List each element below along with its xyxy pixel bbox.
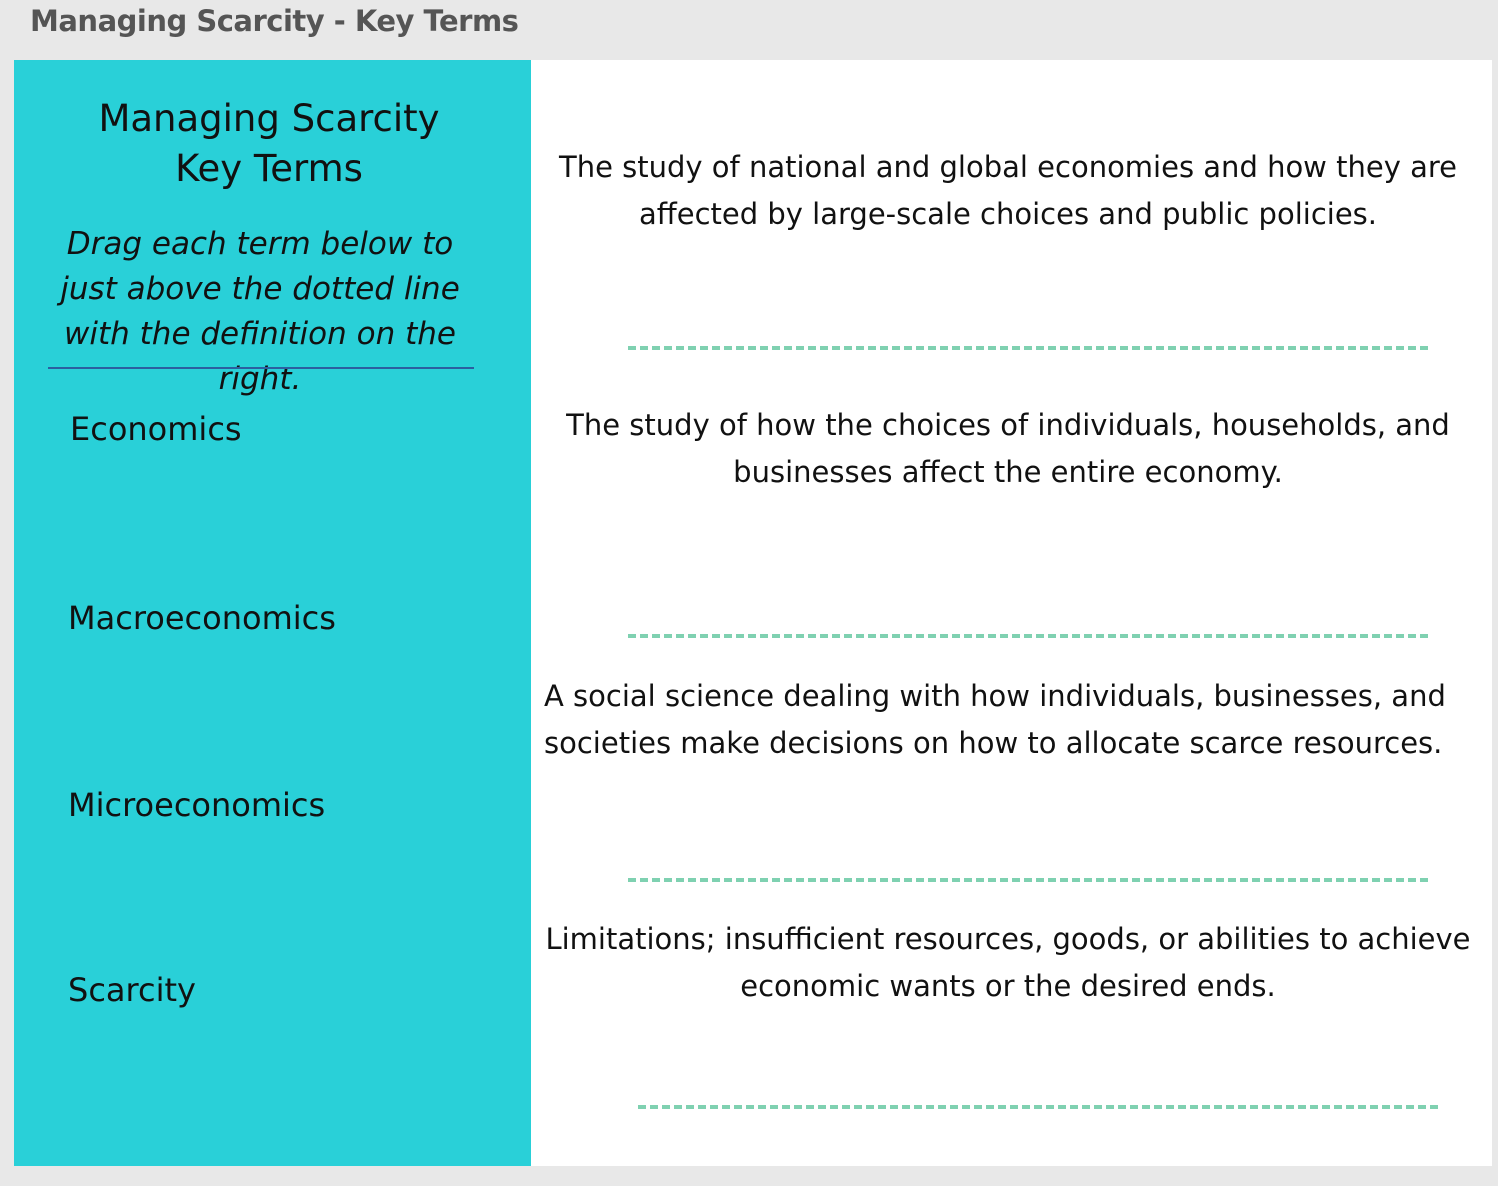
panel-title-line2: Key Terms (175, 147, 363, 190)
definition-4-line2: economic wants or the desired ends. (740, 969, 1276, 1003)
definition-2-line2: businesses affect the entire economy. (733, 455, 1283, 489)
term-macroeconomics[interactable]: Macroeconomics (68, 599, 336, 637)
drop-target-2[interactable] (628, 634, 1428, 638)
instructions-divider (48, 367, 474, 369)
definition-1 (544, 144, 1472, 238)
activity-slide (14, 60, 1492, 1166)
definition-1-line1: The study of national and global economies and how they are (559, 150, 1457, 184)
definition-3 (544, 673, 1484, 767)
instructions-text: Drag each term below to just above the dotted line with the definition on the right. (60, 226, 460, 397)
definition-3-line1: A social science dealing with how individuals, businesses, and (544, 679, 1446, 713)
panel-title (14, 94, 524, 194)
terms-panel (14, 60, 531, 1166)
window-title: Managing Scarcity - Key Terms (30, 4, 519, 38)
term-microeconomics[interactable]: Microeconomics (68, 786, 326, 824)
definition-4-line1: Limitations; insufficient resources, goods, or abilities to achieve (545, 922, 1471, 956)
drop-target-4[interactable] (638, 1105, 1438, 1109)
definition-1-line2: affected by large-scale choices and public policies. (639, 197, 1377, 231)
definition-4 (544, 916, 1472, 1010)
definition-2 (544, 402, 1472, 496)
definition-2-line1: The study of how the choices of individuals, households, and (566, 408, 1450, 442)
panel-title-line1: Managing Scarcity (98, 97, 440, 140)
definition-3-line2: societies make decisions on how to allocate scarce resources. (544, 726, 1443, 760)
drop-target-3[interactable] (628, 878, 1428, 882)
term-economics[interactable]: Economics (70, 410, 242, 448)
term-scarcity[interactable]: Scarcity (68, 971, 196, 1009)
drop-target-1[interactable] (628, 346, 1428, 350)
